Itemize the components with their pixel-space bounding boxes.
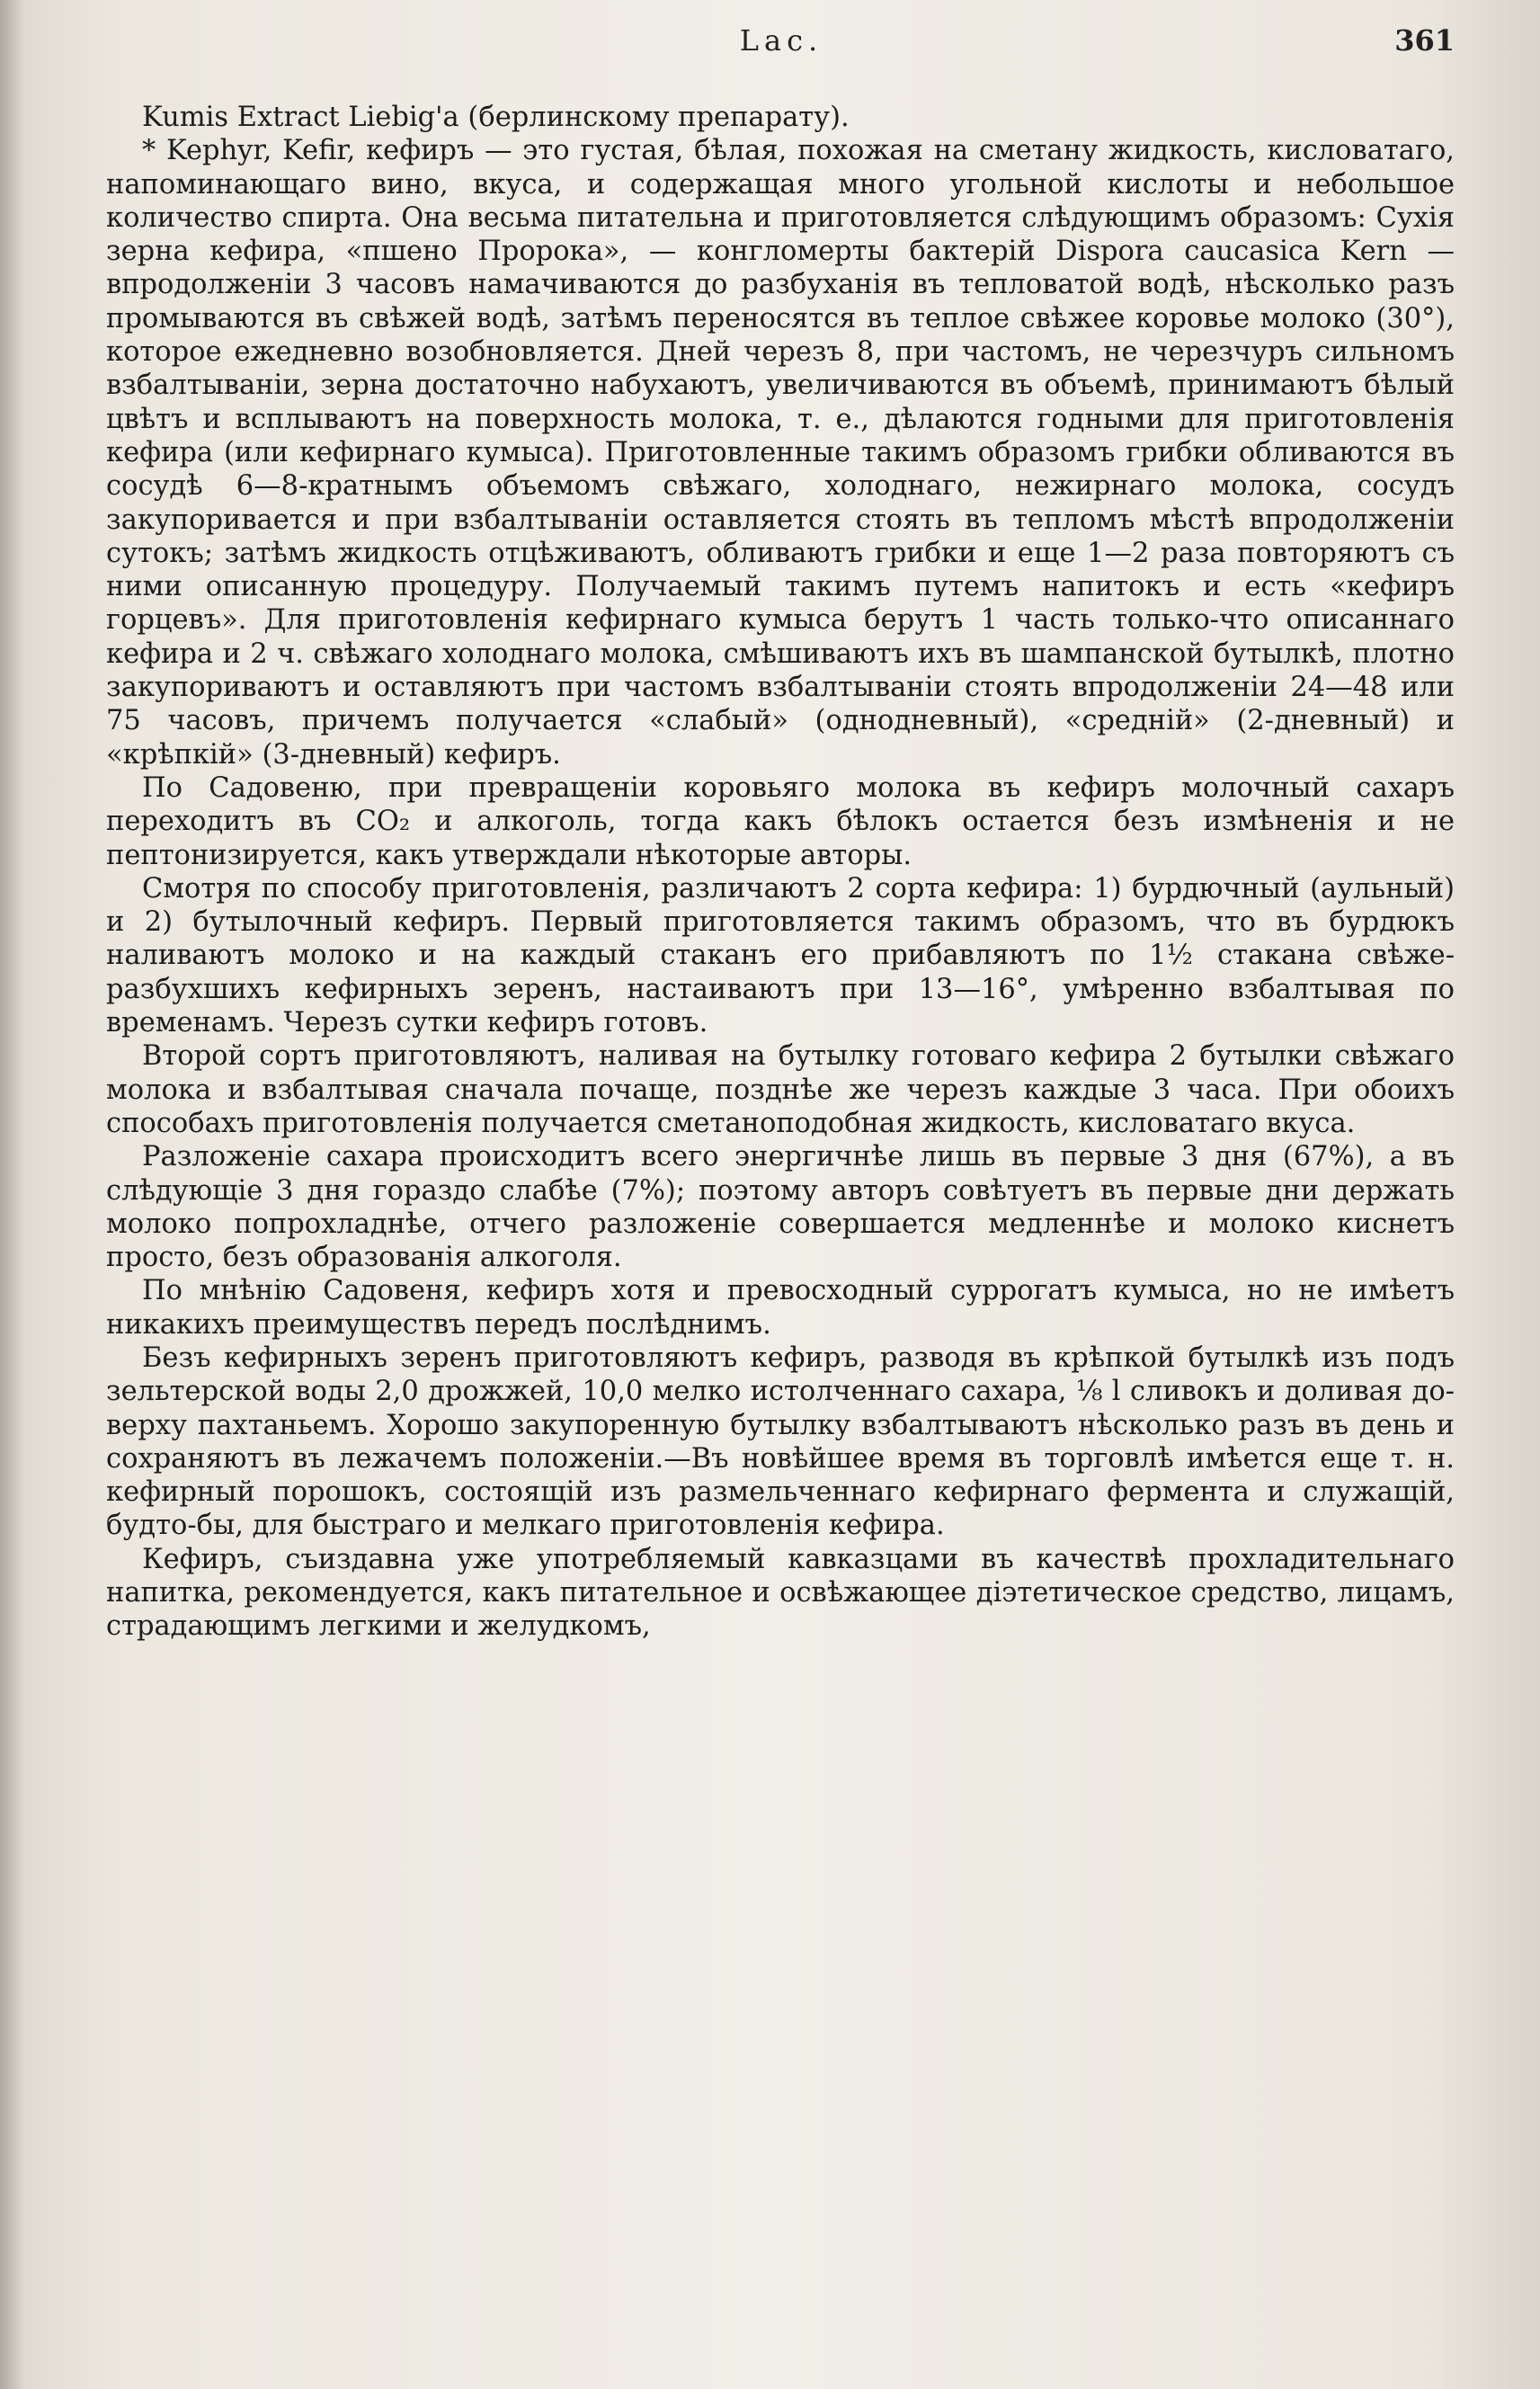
paragraph-kefir-use: Кефиръ, съиздавна уже употребляемый кавказцами въ качествѣ прохладительнаго напитка, рекомендуется, какъ питательное и освѣжающее діэтетическое средство, лицамъ, страдающимъ легкими и желудкомъ, xyxy=(106,1543,1455,1643)
body-text xyxy=(106,101,1455,1644)
paragraph-kephyr-definition: * Kephyr, Kefir, кефиръ — это густая, бѣлая, похожая на сметану жидкость, кисловатаго, напоминающаго вино, вкуса, и содержащая много угольной кислоты и небольшое количество спирта. Она весьма питательна и приготовляется слѣдующимъ образомъ: Сухія зерна кефира, «пшено Пророка», — конгломерты бактерій Dispora caucasica Kern — впродолженіи 3 часовъ намачиваются до разбуханія въ тепловатой водѣ, нѣсколько разъ промываются въ свѣжей водѣ, затѣмъ переносятся въ теплое свѣжее коровье молоко (30°), которое ежедневно возобновляется. Дней черезъ 8, при частомъ, не черезчуръ сильномъ взбалтываніи, зерна достаточно набухаютъ, увеличиваются въ объемѣ, принимаютъ бѣлый цвѣтъ и всплываютъ на поверхность молока, т. е., дѣлаются годными для приготовленія кефира (или кефирнаго кумыса). Приготовленные такимъ образомъ грибки обливаются въ сосудѣ 6—8-кратнымъ объемомъ свѣжаго, холоднаго, нежирнаго молока, сосудъ закупоривается и при взбалтываніи оставляется стоять въ тепломъ мѣстѣ впродолженіи сутокъ; затѣмъ жидкость отцѣживаютъ, обливаютъ грибки и еще 1—2 раза повторяютъ съ ними описанную процедуру. Получаемый такимъ путемъ напитокъ и есть «кефиръ горцевъ». Для приготовленія кефирнаго кумыса берутъ 1 часть только-что описаннаго кефира и 2 ч. свѣжаго холоднаго молока, смѣшиваютъ ихъ въ шампанской бутылкѣ, плотно закупориваютъ и оставляютъ при частомъ взбалтываніи стоять впродолженіи 24—48 или 75 часовъ, причемъ получается «слабый» (однодневный), «средній» (2-дневный) и «крѣпкій» (3-дневный) кефиръ. xyxy=(106,135,1455,771)
page-number: 361 xyxy=(1394,23,1455,58)
paragraph-kumis-extract: Kumis Extract Liebig'a (берлинскому препарату). xyxy=(142,102,850,133)
paragraph-sadoven-opinion: По мнѣнію Садовеня, кефиръ хотя и превосходный суррогатъ кумыса, но не имѣетъ никакихъ преимуществъ передъ послѣднимъ. xyxy=(106,1275,1455,1341)
paragraph-sadoven-chemistry: По Садовеню, при превращеніи коровьяго молока въ кефиръ молочный сахаръ переходитъ въ CO₂ и алкоголь, тогда какъ бѣлокъ остается безъ измѣненія и не пептонизируется, какъ утверждали нѣкоторые авторы. xyxy=(106,771,1455,871)
paragraph-second-sort: Второй сортъ приготовляютъ, наливая на бутылку готоваго кефира 2 бутылки свѣжаго молока и взбалтывая сначала почаще, позднѣе же черезъ каждые 3 часа. При обоихъ способахъ приготовленія получается сметаноподобная жидкость, кисловатаго вкуса. xyxy=(106,1040,1455,1139)
paragraph-without-grains: Безъ кефирныхъ зеренъ приготовляютъ кефиръ, разводя въ крѣпкой бутылкѣ изъ подъ зельтерской воды 2,0 дрожжей, 10,0 мелко истолченнаго сахара, ⅛ l сливокъ и доливая до-верху пахтаньемъ. Хорошо закупоренную бутылку взбалтываютъ нѣсколько разъ въ день и сохраняютъ въ лежачемъ положеніи.—Въ новѣйшее время въ торговлѣ имѣется еще т. н. кефирный порошокъ, состоящій изъ размельченнаго кефирнаго фермента и служащій, будто-бы, для быстраго и мелкаго приготовленія кефира. xyxy=(106,1342,1455,1542)
running-head xyxy=(108,23,1455,68)
paragraph-sugar-decomposition: Разложеніе сахара происходитъ всего энергичнѣе лишь въ первые 3 дня (67%), а въ слѣдующіе 3 дня гораздо слабѣе (7%); поэтому авторъ совѣтуетъ въ первые дни держать молоко попрохладнѣе, отчего разложеніе совершается медленнѣе и молоко киснетъ просто, безъ образованія алкоголя. xyxy=(106,1141,1455,1274)
paragraph-two-sorts: Смотря по способу приготовленія, различаютъ 2 сорта кефира: 1) бурдючный (аульный) и 2) бутылочный кефиръ. Первый приготовляется такимъ образомъ, что въ бурдюкъ наливаютъ молоко и на каждый стаканъ его прибавляютъ по 1½ стакана свѣже-разбухшихъ кефирныхъ зеренъ, настаиваютъ при 13—16°, умѣренно взбалтывая по временамъ. Черезъ сутки кефиръ готовъ. xyxy=(106,872,1455,1039)
running-title: Lac. xyxy=(739,23,823,58)
